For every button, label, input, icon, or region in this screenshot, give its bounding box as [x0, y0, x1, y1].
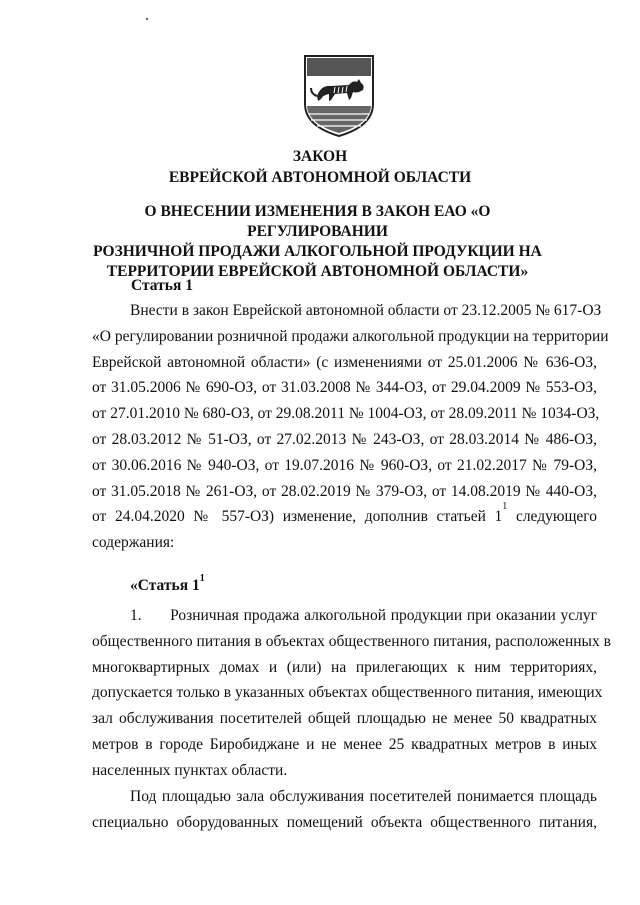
article-1-1-heading [130, 573, 205, 596]
superscript: 1 [502, 501, 508, 513]
text-line: Внести в закон Еврейской автономной области от 23.12.2005 № 617-ОЗ [130, 302, 602, 319]
law-title: ЗАКОН [292, 148, 348, 165]
law-subject-line: О ВНЕСЕНИИ ИЗМЕНЕНИЯ В ЗАКОН ЕАО «О РЕГУЛИРОВАНИИ [144, 203, 491, 240]
text-line: Еврейской автономной области» (с изменениями от 25.01.2006 № 636-ОЗ, [92, 353, 597, 371]
text-line: от 27.01.2010 № 680-ОЗ, от 29.08.2011 № 1004-ОЗ, от 28.09.2011 № 1034-ОЗ, [92, 405, 600, 423]
text-line: метров в городе Биробиджане и не менее 25 квадратных метров в иных [92, 735, 597, 753]
article-1-1-point-1 [92, 603, 611, 784]
law-subject-line: РОЗНИЧНОЙ ПРОДАЖИ АЛКОГОЛЬНОЙ ПРОДУКЦИИ НА [93, 243, 542, 260]
text-line: Под площадью зала обслуживания посетителей понимается площадь [130, 788, 597, 805]
law-subject-line: ТЕРРИТОРИИ ЕВРЕЙСКОЙ АВТОНОМНОЙ ОБЛАСТИ» [106, 263, 529, 280]
law-subject [90, 202, 545, 282]
heading-text: «Статья 1 [130, 577, 200, 594]
article-1-1-paragraph-2 [92, 784, 597, 836]
text-line: допускается только в указанных объектах общественного питания, имеющих [92, 684, 603, 702]
text-line: специально оборудованных помещений объекта общественного питания, [92, 813, 597, 831]
text-line: от 28.03.2012 № 51-ОЗ, от 27.02.2013 № 243-ОЗ, от 28.03.2014 № 486-ОЗ, [92, 430, 597, 448]
superscript: 1 [199, 573, 205, 584]
text-line: содержания: [92, 534, 175, 552]
text-segment: следующего [507, 508, 597, 526]
coat-of-arms-emblem [301, 52, 377, 138]
text-line: зал обслуживания посетителей общей площадью не менее 50 квадратных [92, 710, 597, 728]
text-line: населенных пунктах области. [92, 761, 288, 779]
text-line: многоквартирных домах и (или) на прилегающих к ним территориях, [92, 658, 597, 676]
text-line: общественного питания в объектах общественного питания, расположенных в [92, 632, 611, 650]
article-1-body [92, 298, 609, 556]
text-line: от 30.06.2016 № 940-ОЗ, от 19.07.2016 № 960-ОЗ, от 21.02.2017 № 79-ОЗ, [92, 456, 597, 474]
text-line: 1. Розничная продажа алкогольной продукции при оказании услуг [130, 607, 597, 624]
text-line: от 31.05.2018 № 261-ОЗ, от 28.02.2019 № 379-ОЗ, от 14.08.2019 № 440-ОЗ, [92, 482, 597, 500]
text-line [92, 501, 597, 530]
text-line: «О регулировании розничной продажи алкогольной продукции на территории [92, 327, 609, 345]
law-region-title: ЕВРЕЙСКОЙ АВТОНОМНОЙ ОБЛАСТИ [168, 169, 472, 186]
article-1-heading: Статья 1 [131, 277, 193, 294]
text-line: от 31.05.2006 № 690-ОЗ, от 31.03.2008 № 344-ОЗ, от 29.04.2009 № 553-ОЗ, [92, 379, 597, 397]
scan-speck [146, 18, 148, 20]
text-segment: от 24.04.2020 № 557-ОЗ) изменение, дополнив статьей 1 [92, 508, 503, 526]
